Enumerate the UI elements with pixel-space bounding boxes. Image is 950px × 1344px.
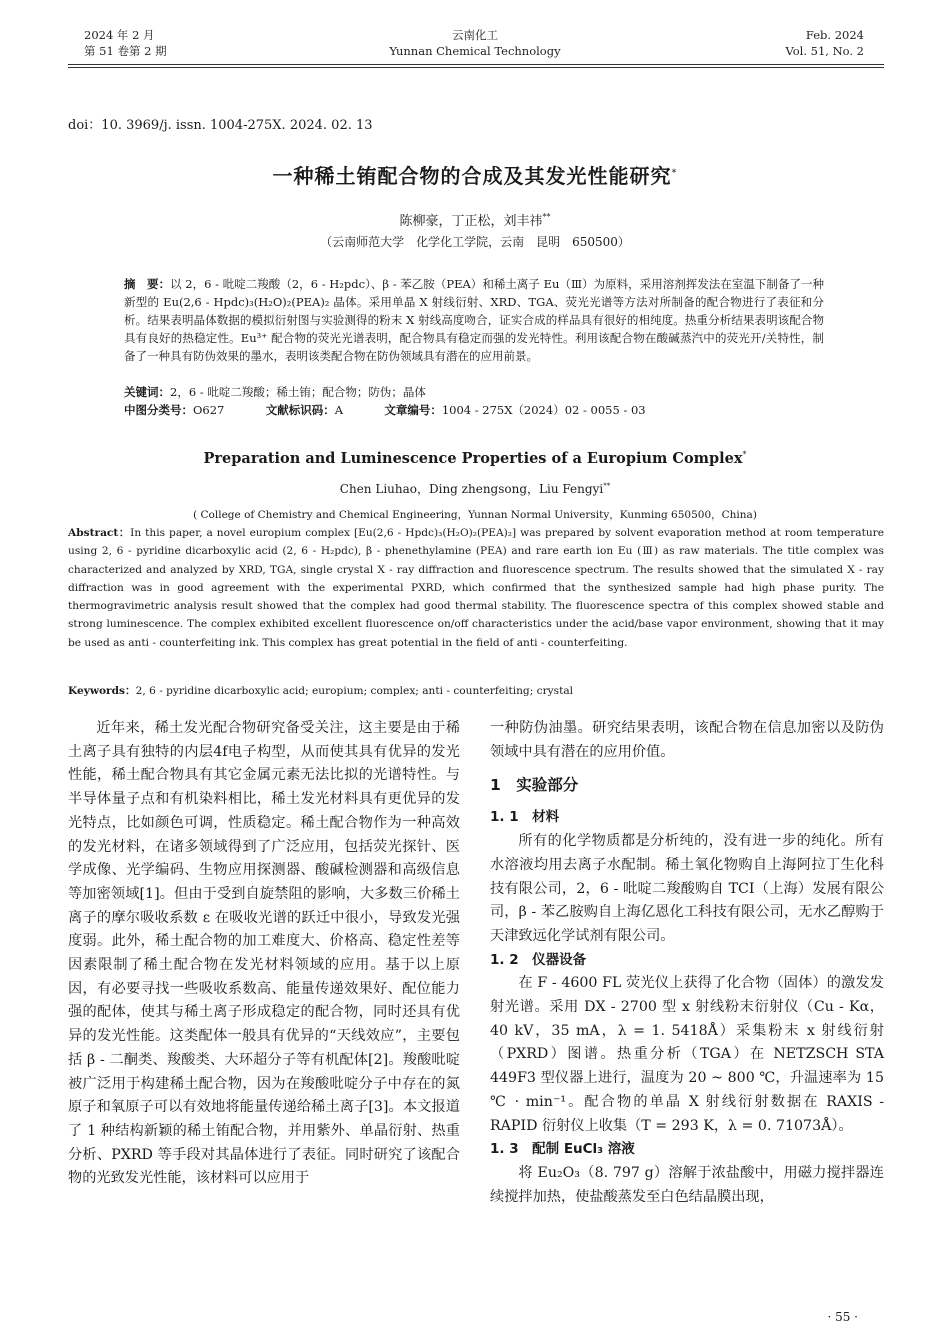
- header-rule-2: [68, 67, 884, 68]
- article-number-label: 文章编号：: [384, 403, 442, 417]
- keywords-en-label: Keywords：: [68, 685, 136, 697]
- doi: doi：10. 3969/j. issn. 1004-275X. 2024. 02. 13: [68, 118, 373, 133]
- keywords-cn: [124, 383, 824, 401]
- abstract-cn: [124, 275, 824, 365]
- authors-en: [0, 480, 950, 497]
- header-date-en: Feb. 2024: [805, 28, 864, 42]
- journal-name-en: Yunnan Chemical Technology: [389, 44, 561, 58]
- doc-code-value: A: [334, 403, 344, 417]
- section-1-1-text: 所有的化学物质都是分析纯的，没有进一步的纯化。所有水溶液均用去离子水配制。稀土氧化物购自上海阿拉丁生化科技有限公司，2，6 - 吡啶二羧酸购自 TCI（上海）发展有限公司，β - 苯乙胺购自上海亿恩化工科技有限公司，无水乙醇购于天津致远化学试剂有限公司。: [490, 833, 884, 944]
- section-1-heading: 1 实验部分: [490, 776, 579, 795]
- keywords-cn-label: 关键词：: [124, 385, 170, 399]
- header-volume-en: Vol. 51, No. 2: [785, 44, 864, 58]
- header-right: [785, 27, 864, 59]
- abstract-en-label: Abstract：: [68, 527, 131, 539]
- article-number-value: 1004 - 275X（2024）02 - 0055 - 03: [441, 403, 646, 417]
- header-date-cn: 2024 年 2 月: [84, 28, 155, 42]
- affiliation-cn: （云南师范大学 化学化工学院，云南 昆明 650500）: [320, 235, 630, 249]
- abstract-en-text: In this paper, a novel europium complex [Eu(2,6 - Hpdc)₃(H₂O)₂(PEA)₂] was prepared by solvent evaporation method at room temperature using 2, 6 - pyridine dicarboxylic acid (2, 6 - H₂pdc), β - phenethylamine (PEA) and rare earth ion Eu (Ⅲ) as raw materials. The title complex was characterized and analyzed by XRD, TGA, single crystal X - ray diffraction and fluorescence spectrum. The results showed that the simulated X - ray diffraction was in good agreement with the experimental PXRD, which confirmed that the synthesized sample had high phase purity. The thermogravimetric analysis result showed that the complex had good thermal stability. The fluorescence spectra of this complex showed stable and strong luminescence. The complex exhibited excellent fluorescence on/off characteristics under the acid/base vapor environment, showing that it may be used as anti - counterfeiting ink. This complex has great potential in the field of anti - counterfeiting.: [68, 527, 884, 649]
- header-rule: [68, 64, 884, 65]
- section-1-2-text: 在 F - 4600 FL 荧光仪上获得了化合物（固体）的激发发射光谱。采用 DX - 2700 型 x 射线粉末衍射仪（Cu - Kα，40 kV，35 mA，λ = 1. 5418Å）采集粉末 x 射线衍射（PXRD）图谱。热重分析（TGA）在 NETZSCH STA 449F3 型仪器上进行，温度为 20 ~ 800 ℃，升温速率为 15 ℃ · min⁻¹。配合物的单晶 X 射线衍射数据在 RAXIS - RAPID 衍射仪上收集（T = 293 K，λ = 0. 71073Å）。: [490, 975, 884, 1134]
- intro-paragraph-continued: 一种防伪油墨。研究结果表明，该配合物在信息加密以及防伪领域中具有潜在的应用价值。: [490, 720, 884, 760]
- intro-paragraph: 近年来，稀土发光配合物研究备受关注，这主要是由于稀土离子具有独特的内层4f电子构型，从而使其具有优异的发光性能，稀土配合物具有其它金属元素无法比拟的光谱特性。与半导体量子点和有机染料相比，稀土发光材料具有更优异的发光特点，比如颜色可调，性质稳定。稀土配合物作为一种高效的发光材料，在诸多领域得到了广泛应用，包括荧光探针、医学成像、光学编码、生物应用探测器、酸碱检测器和高级信息等加密领域[1]。但由于受到自旋禁阻的影响，大多数三价稀土离子的摩尔吸收系数 ε 在吸收光谱的跃迁中很小，导致发光强度弱。此外，稀土配合物的加工难度大、价格高、稳定性差等因素限制了稀土配合物在发光材料领域的应用。基于以上原因，有必要寻找一些吸收系数高、能量传递效果好、配位能力强的配体，使其与稀土离子形成稳定的配合物，同时还具有优异的发光性能。这类配体一般具有优异的“天线效应”，主要包括 β - 二酮类、羧酸类、大环超分子等有机配体[2]。羧酸吡啶被广泛用于构建稀土配合物，因为在羧酸吡啶分子中存在的氮原子和氧原子可以有效地将能量传递给稀土离子[3]。本文报道了 1 种结构新颖的稀土铕配合物，并用紫外、单晶衍射、热重分析、PXRD 等手段对其晶体进行了表征。同时研究了该配合物的光致发光性能，该材料可以应用于: [68, 720, 460, 1187]
- abstract-cn-text: 以 2，6 - 吡啶二羧酸（2，6 - H₂pdc）、β - 苯乙胺（PEA）和稀土离子 Eu（Ⅲ）为原料，采用溶剂挥发法在室温下制备了一种新型的 Eu(2,6 - Hpdc)₃(H₂O)₂(PEA)₂ 晶体。采用单晶 X 射线衍射、XRD、TGA、荧光光谱等方法对所制备的配合物进行了表征和分析。结果表明晶体数据的模拟衍射图与实验测得的粉末 X 射线高度吻合，证实合成的样品具有很好的相纯度。热重分析结果表明该配合物具有良好的热稳定性。Eu³⁺ 配合物的荧光光谱表明，配合物具有稳定而强的发光特性。利用该配合物在酸碱蒸汽中的荧光开/关特性，制备了一种具有防伪效果的墨水，表明该类配合物在防伪领域具有潜在的应用前景。: [124, 277, 824, 363]
- section-1-3-heading: 1. 3 配制 EuCl₃ 溶液: [490, 1141, 635, 1158]
- title-cn-footnote-mark: *: [671, 167, 678, 179]
- keywords-en: [68, 683, 884, 698]
- authors-en-text: Chen Liuhao，Ding zhengsong，Liu Fengyi: [339, 482, 604, 496]
- clc-label: 中图分类号：: [124, 403, 193, 417]
- page-number: · 55 ·: [827, 1310, 858, 1324]
- keywords-en-text: 2, 6 - pyridine dicarboxylic acid; europium; complex; anti - counterfeiting; crystal: [135, 685, 574, 697]
- article-title-en: [0, 450, 950, 467]
- keywords-cn-text: 2，6 - 吡啶二羧酸；稀土铕；配合物；防伪；晶体: [170, 385, 426, 399]
- article-title-cn: [0, 160, 950, 189]
- authors-cn: [0, 210, 950, 229]
- title-cn-text: 一种稀土铕配合物的合成及其发光性能研究: [272, 164, 672, 188]
- title-en-text: Preparation and Luminescence Properties of a Europium Complex: [203, 450, 743, 467]
- doc-code-label: 文献标识码：: [265, 403, 335, 417]
- body-left-column: [68, 717, 460, 1191]
- header-volume-cn: 第 51 卷第 2 期: [84, 44, 167, 58]
- authors-cn-footnote-mark: **: [542, 212, 551, 222]
- abstract-cn-label: 摘 要：: [124, 277, 171, 291]
- section-1-3-text: 将 Eu₂O₃（8. 797 g）溶解于浓盐酸中，用磁力搅拌器连续搅拌加热，使盐酸蒸发至白色结晶膜出现，: [490, 1164, 884, 1205]
- authors-en-footnote-mark: **: [603, 482, 611, 490]
- title-en-footnote-mark: *: [742, 450, 747, 460]
- affiliation-en: ( College of Chemistry and Chemical Engineering，Yunnan Normal University，Kunming 650500，China): [193, 509, 757, 521]
- section-1-2-heading: 1. 2 仪器设备: [490, 951, 587, 968]
- clc-value: O627: [193, 403, 225, 417]
- classification-line: [124, 401, 824, 419]
- section-1-1-heading: 1. 1 材料: [490, 809, 560, 826]
- authors-cn-text: 陈柳豪，丁正松，刘丰祎: [399, 214, 543, 229]
- body-right-column: [490, 717, 884, 1209]
- journal-name-cn: 云南化工: [452, 28, 498, 42]
- abstract-en: [68, 524, 884, 652]
